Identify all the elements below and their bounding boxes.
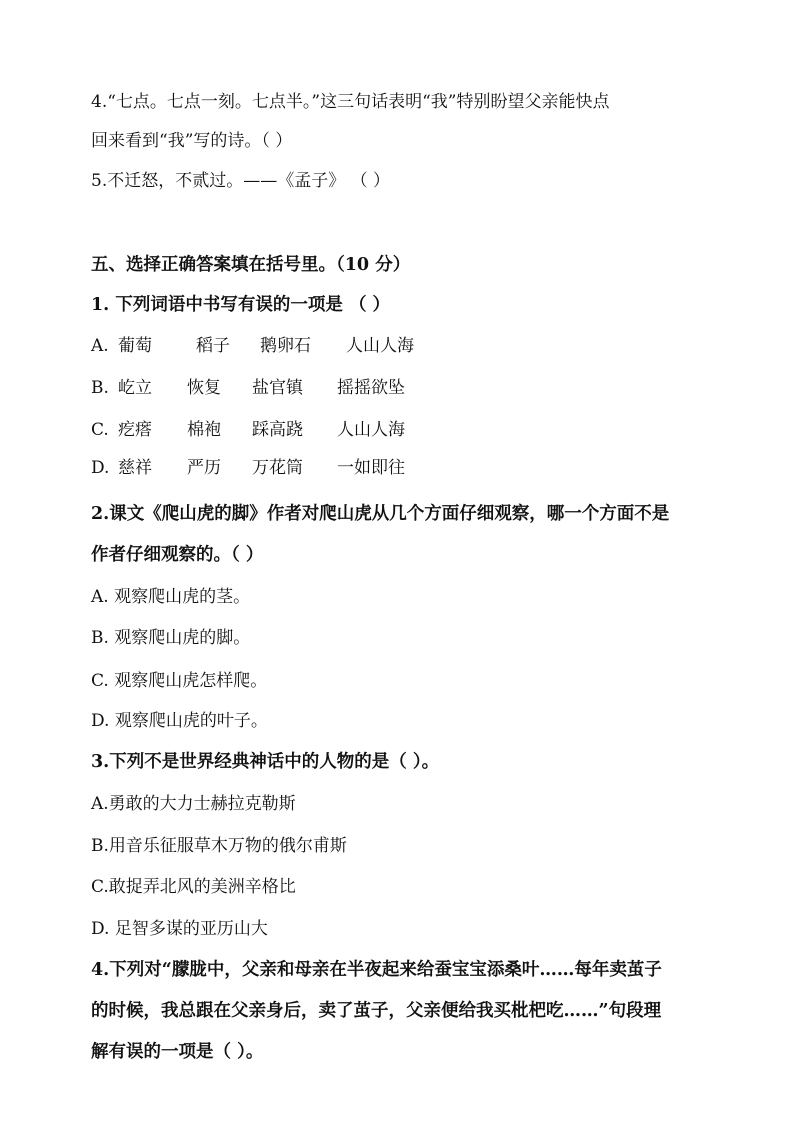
option-word: 恢复 xyxy=(187,378,221,398)
option-word: 盐官镇 xyxy=(252,378,303,398)
option-letter: B. xyxy=(91,378,109,398)
q4-stem-line2: 的时候，我总跟在父亲身后，卖了茧子，父亲便给我买枇杷吃……”句段理 xyxy=(91,1001,662,1021)
q3-option-d: D. 足智多谋的亚历山大 xyxy=(91,919,268,939)
q3-option-b: B.用音乐征服草木万物的俄尔甫斯 xyxy=(91,836,347,856)
option-word: 万花筒 xyxy=(252,458,303,478)
option-letter: D. xyxy=(91,458,110,478)
option-letter: C. xyxy=(91,420,109,440)
option-word: 屹立 xyxy=(118,378,152,398)
option-word: 慈祥 xyxy=(118,458,152,478)
option-word: 一如即往 xyxy=(337,458,405,478)
section5-heading: 五、选择正确答案填在括号里。（10 分） xyxy=(91,255,411,275)
q2-option-d: D. 观察爬山虎的叶子。 xyxy=(91,711,268,731)
q2-option-a: A. 观察爬山虎的茎。 xyxy=(91,587,251,607)
q3-option-c: C.敢捉弄北风的美洲辛格比 xyxy=(91,877,296,897)
item5: 5.不迁怒，不贰过。——《孟子》 （ ） xyxy=(91,171,391,191)
q1-stem: 1. 下列词语中书写有误的一项是 （ ） xyxy=(91,295,391,315)
option-word: 摇摇欲坠 xyxy=(337,378,405,398)
q2-option-c: C. 观察爬山虎怎样爬。 xyxy=(91,671,268,691)
q2-stem-line1: 2.课文《爬山虎的脚》作者对爬山虎从几个方面仔细观察，哪一个方面不是 xyxy=(91,504,670,524)
option-word: 棉袍 xyxy=(187,420,221,440)
item4-line1: 4.“七点。七点一刻。七点半。”这三句话表明“我”特别盼望父亲能快点 xyxy=(91,92,610,112)
option-word: 葡萄 xyxy=(118,336,152,356)
q4-stem-line1: 4.下列对“朦胧中，父亲和母亲在半夜起来给蚕宝宝添桑叶……每年卖茧子 xyxy=(91,960,662,980)
option-word: 踩高跷 xyxy=(252,420,303,440)
q2-stem-line2: 作者仔细观察的。（ ） xyxy=(91,545,264,565)
option-word: 人山人海 xyxy=(346,336,414,356)
q3-stem: 3.下列不是世界经典神话中的人物的是（ ）。 xyxy=(91,752,440,772)
q2-option-b: B. 观察爬山虎的脚。 xyxy=(91,628,251,648)
option-word: 稻子 xyxy=(196,336,230,356)
option-word: 人山人海 xyxy=(337,420,405,440)
option-word: 鹅卵石 xyxy=(260,336,311,356)
option-word: 疙瘩 xyxy=(118,420,152,440)
option-word: 严历 xyxy=(187,458,221,478)
q4-stem-line3: 解有误的一项是（ ）。 xyxy=(91,1042,264,1062)
option-letter: A. xyxy=(91,336,109,356)
q3-option-a: A.勇敢的大力士赫拉克勒斯 xyxy=(91,794,296,814)
item4-line2: 回来看到“我”写的诗。（ ） xyxy=(91,131,293,151)
